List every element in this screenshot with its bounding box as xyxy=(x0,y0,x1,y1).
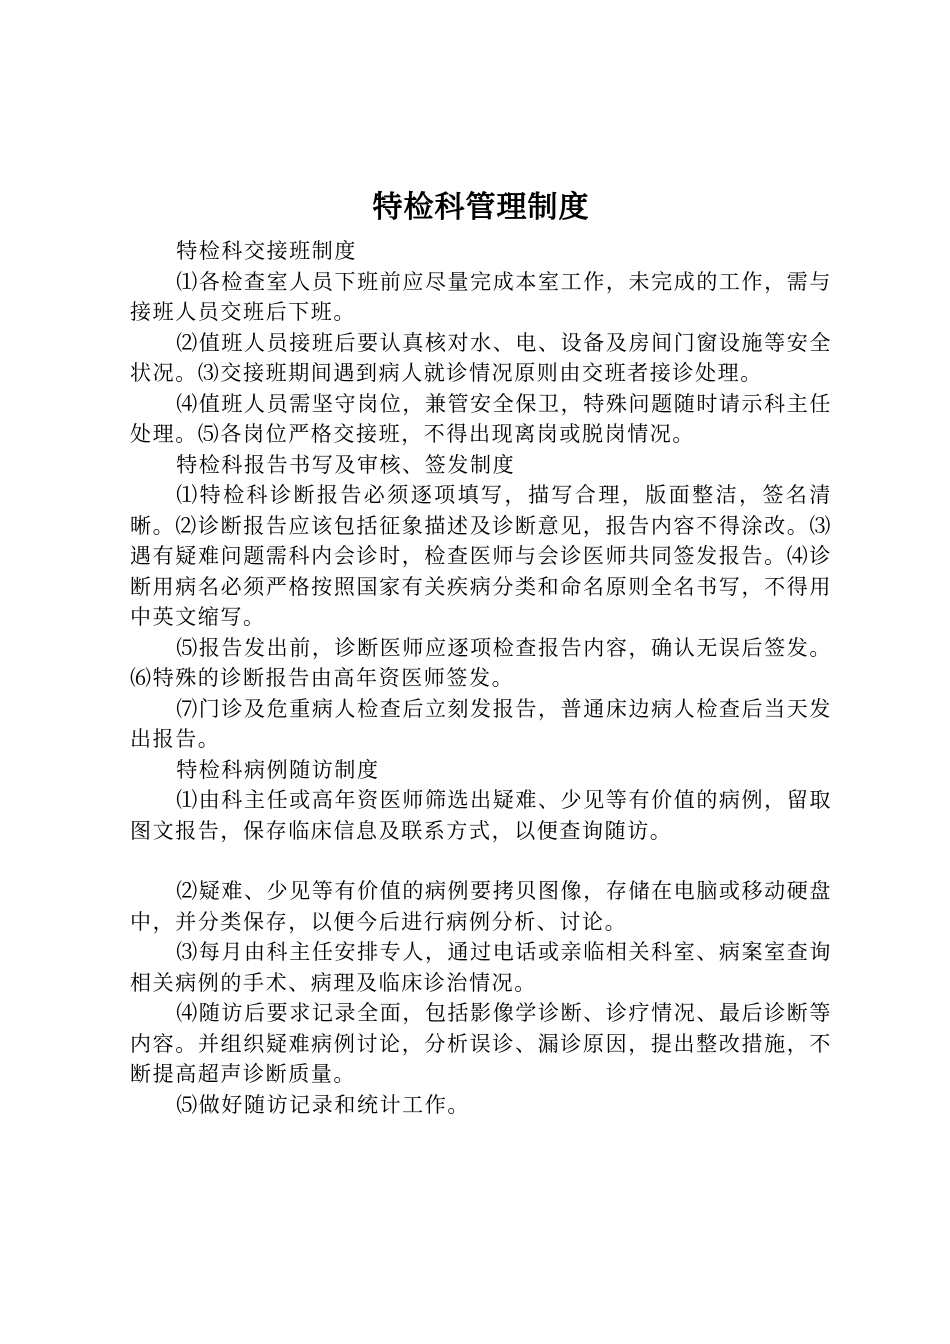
section-heading-handover: 特检科交接班制度 xyxy=(176,239,357,263)
paragraph: ⑴特检科诊断报告必须逐项填写，描写合理，版面整洁，签名清晰。⑵诊断报告应该包括征象描述及诊断意见，报告内容不得涂改。⑶遇有疑难问题需科内会诊时，检查医师与会诊医师共同签发报告。⑷诊断用病名必须严格按照国家有关疾病分类和命名原则全名书写，不得用中英文缩写。 xyxy=(130,483,832,629)
paragraph: ⑺门诊及危重病人检查后立刻发报告，普通床边病人检查后当天发出报告。 xyxy=(130,696,832,751)
paragraph: ⑷随访后要求记录全面，包括影像学诊断、诊疗情况、最后诊断等内容。并组织疑难病例讨论，分析误诊、漏诊原因，提出整改措施，不断提高超声诊断质量。 xyxy=(130,1001,832,1086)
paragraph: ⑴各检查室人员下班前应尽量完成本室工作，未完成的工作，需与接班人员交班后下班。 xyxy=(130,269,832,324)
paragraph: ⑴由科主任或高年资医师筛选出疑难、少见等有价值的病例，留取图文报告，保存临床信息及联系方式，以便查询随访。 xyxy=(130,788,832,843)
paragraph: ⑶每月由科主任安排专人，通过电话或亲临相关科室、病案室查询相关病例的手术、病理及临床诊治情况。 xyxy=(130,940,832,995)
document-page xyxy=(130,186,832,1120)
paragraph: ⑵值班人员接班后要认真核对水、电、设备及房间门窗设施等安全状况。⑶交接班期间遇到病人就诊情况原则由交班者接诊处理。 xyxy=(130,330,832,385)
section-heading-followup: 特检科病例随访制度 xyxy=(176,757,380,782)
document-title: 特检科管理制度 xyxy=(372,190,590,225)
section-heading-report: 特检科报告书写及审核、签发制度 xyxy=(176,452,516,477)
paragraph: ⑵疑难、少见等有价值的病例要拷贝图像，存储在电脑或移动硬盘中，并分类保存，以便今后进行病例分析、讨论。 xyxy=(130,879,832,934)
paragraph: ⑸做好随访记录和统计工作。 xyxy=(176,1092,470,1117)
paragraph: ⑷值班人员需坚守岗位，兼管安全保卫，特殊问题随时请示科主任处理。⑸各岗位严格交接班，不得出现离岗或脱岗情况。 xyxy=(130,391,832,446)
paragraph: ⑸报告发出前，诊断医师应逐项检查报告内容，确认无误后签发。⑹特殊的诊断报告由高年资医师签发。 xyxy=(130,635,832,690)
